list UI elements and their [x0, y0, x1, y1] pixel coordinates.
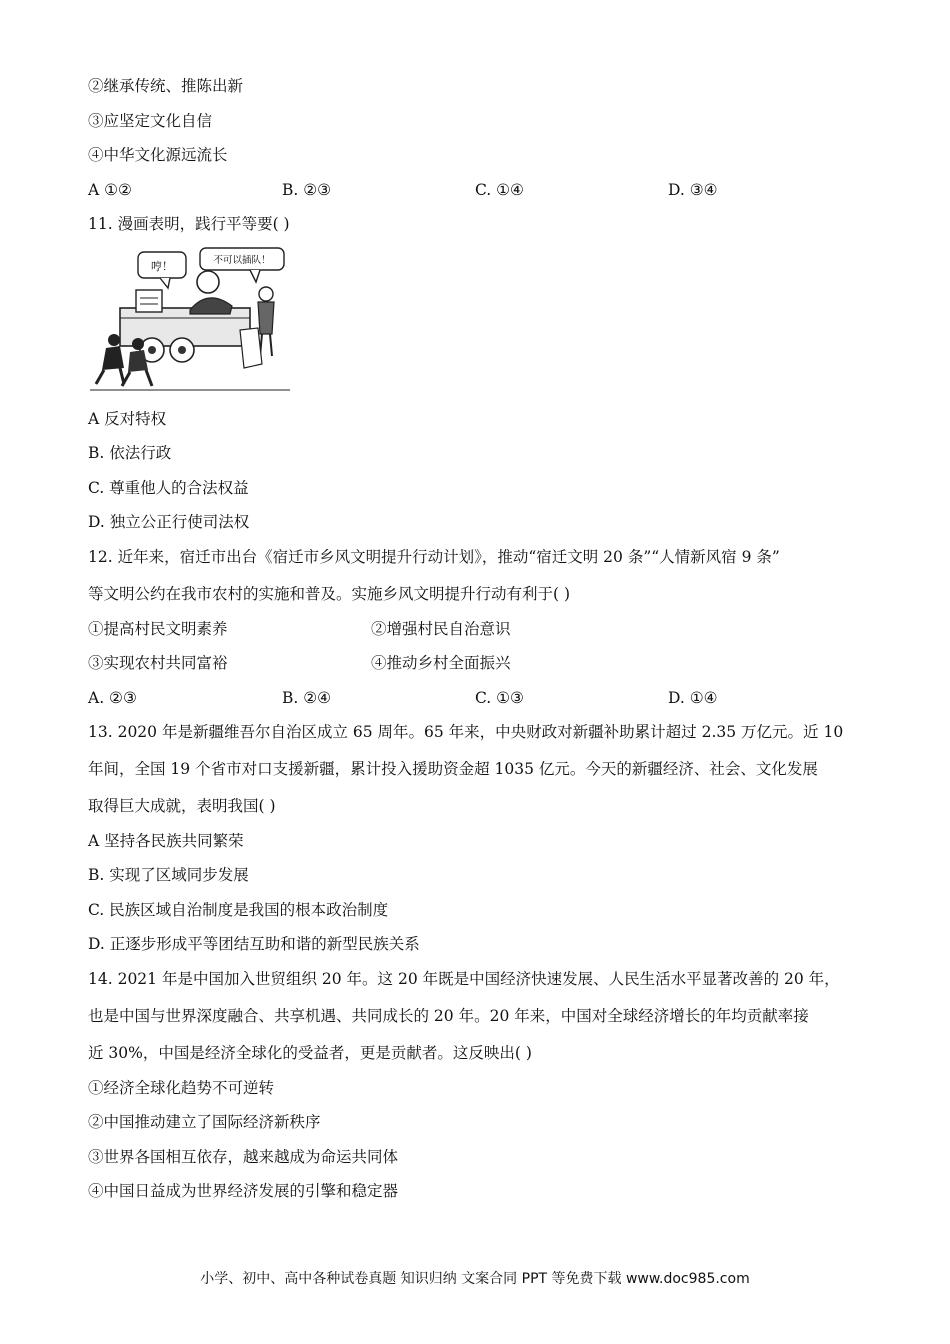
q14-stem-line-1: 14. 2021 年是中国加入世贸组织 20 年。这 20 年既是中国经济快速发展、人民生活水平显著改善的 20 年，: [88, 970, 840, 988]
q14-item-3: ③世界各国相互依存，越来越成为命运共同体: [88, 1148, 399, 1166]
q14-stem-line-2: 也是中国与世界深度融合、共享机遇、共同成长的 20 年。20 年来，中国对全球经济增长的年均贡献率接: [88, 1007, 809, 1025]
q11-option-c: C. 尊重他人的合法权益: [88, 479, 249, 497]
q10-item-2: ②继承传统、推陈出新: [88, 77, 244, 95]
q14-item-4: ④中国日益成为世界经济发展的引擎和稳定器: [88, 1182, 399, 1200]
q13-option-c: C. 民族区域自治制度是我国的根本政治制度: [88, 901, 389, 919]
q14-item-1: ①经济全球化趋势不可逆转: [88, 1079, 275, 1097]
q12-item-3: ③实现农村共同富裕: [88, 654, 228, 672]
q11-option-b: B. 依法行政: [88, 444, 172, 462]
q13-stem-line-3: 取得巨大成就，表明我国( ): [88, 797, 276, 815]
q11-option-d: D. 独立公正行使司法权: [88, 513, 250, 531]
q14-stem-line-3: 近 30%，中国是经济全球化的受益者，更是贡献者。这反映出( ): [88, 1044, 532, 1062]
q12-option-b: B. ②④: [282, 689, 332, 707]
q12-stem-line-2: 等文明公约在我市农村的实施和普及。实施乡风文明提升行动有利于( ): [88, 585, 571, 603]
q10-item-4: ④中华文化源远流长: [88, 146, 228, 164]
q11-option-a: A 反对特权: [88, 410, 167, 428]
q12-option-c: C. ①③: [475, 689, 524, 707]
q13-stem-line-1: 13. 2020 年是新疆维吾尔自治区成立 65 周年。65 年来，中央财政对新疆补助累计超过 2.35 万亿元。近 10: [88, 723, 844, 741]
q10-option-d: D. ③④: [668, 181, 718, 199]
q12-item-4: ④推动乡村全面振兴: [371, 654, 511, 672]
page-footer: 小学、初中、高中各种试卷真题 知识归纳 文案合同 PPT 等免费下载 www.doc985.com: [200, 1271, 750, 1287]
q13-option-a: A 坚持各民族共同繁荣: [88, 832, 244, 850]
q13-option-d: D. 正逐步形成平等团结互助和谐的新型民族关系: [88, 935, 420, 953]
q13-option-b: B. 实现了区域同步发展: [88, 866, 249, 884]
q10-item-3: ③应坚定文化自信: [88, 112, 213, 130]
cartoon-bubble-right-text: 不可以插队！: [213, 255, 271, 266]
q12-item-1: ①提高村民文明素养: [88, 620, 228, 638]
q12-item-2: ②增强村民自治意识: [371, 620, 511, 638]
q13-stem-line-2: 年间，全国 19 个省市对口支援新疆，累计投入援助资金超 1035 亿元。今天的新疆经济、社会、文化发展: [88, 760, 818, 778]
cartoon-bubble-left-text: 哼！: [151, 260, 173, 273]
cartoon-illustration: [90, 244, 290, 394]
q12-stem-line-1: 12. 近年来，宿迁市出台《宿迁市乡风文明提升行动计划》，推动“宿迁文明 20 条”“人情新风宿 9 条”: [88, 548, 780, 566]
q12-option-d: D. ①④: [668, 689, 718, 707]
q10-option-c: C. ①④: [475, 181, 524, 199]
q10-option-b: B. ②③: [282, 181, 332, 199]
q10-option-a: A ①②: [88, 181, 132, 199]
q12-option-a: A. ②③: [88, 689, 137, 707]
q14-item-2: ②中国推动建立了国际经济新秩序: [88, 1113, 321, 1131]
q11-stem: 11. 漫画表明，践行平等要( ): [88, 215, 290, 233]
